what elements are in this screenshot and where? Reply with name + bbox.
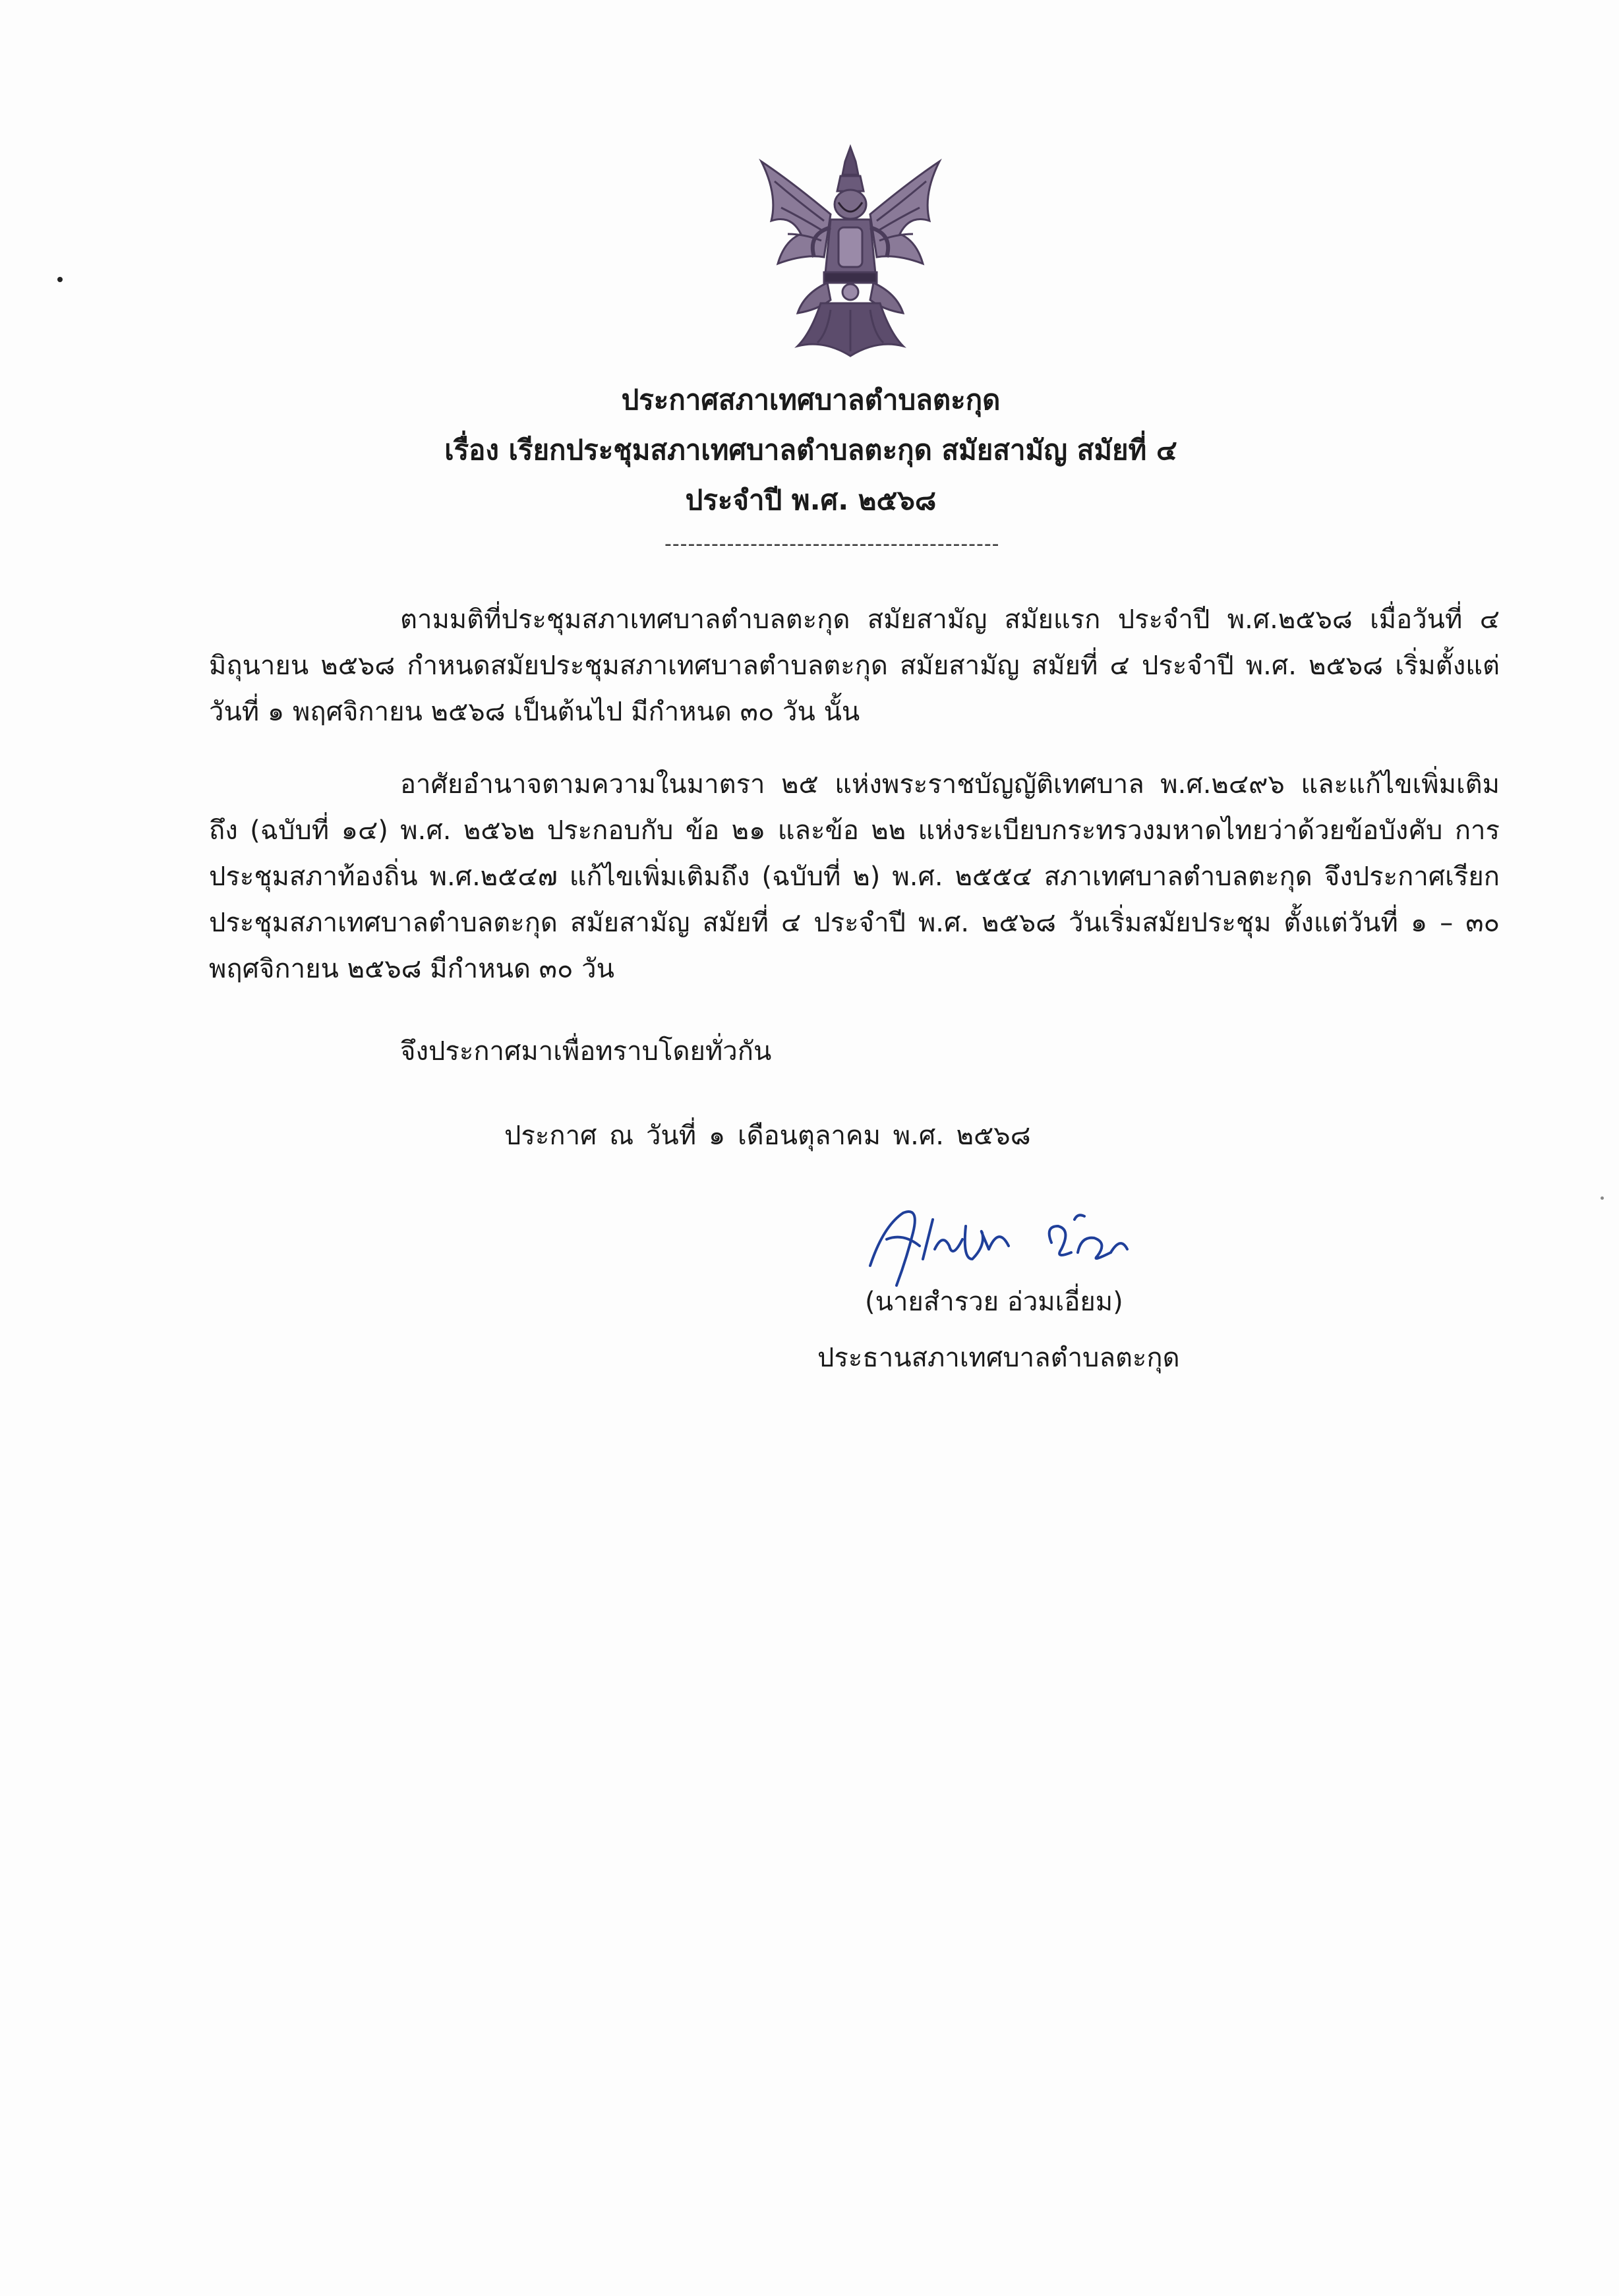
handwritten-signature [857, 1187, 1160, 1292]
signer-position: ประธานสภาเทศบาลตำบลตะกุด [817, 1343, 1180, 1373]
body-paragraph-1: ตามมติที่ประชุมสภาเทศบาลตำบลตะกุด สมัยสามัญ สมัยแรก ประจำปี พ.ศ.๒๕๖๘ เมื่อวันที่ ๔ มิถุนายน ๒๕๖๘ กำหนดสมัยประชุมสภาเทศบาลตำบลตะกุด สมัยสามัญ สมัยที่ ๔ ประจำปี พ.ศ. ๒๕๖๘ เริ่มตั้งแต่ วันที่ ๑ พฤศจิกายน ๒๕๖๘ เป็นต้นไป มีกำหนด ๓๐ วัน นั้น [209, 604, 1500, 727]
body-paragraph-2: อาศัยอำนาจตามความในมาตรา ๒๕ แห่งพระราชบัญญัติเทศบาล พ.ศ.๒๔๙๖ และแก้ไขเพิ่มเติม ถึง (ฉบับที่ ๑๔) พ.ศ. ๒๕๖๒ ประกอบกับ ข้อ ๒๑ และข้อ ๒๒ แห่งระเบียบกระทรวงมหาดไทยว่าด้วยข้อบังคับ การประชุมสภาท้องถิ่น พ.ศ.๒๕๔๗ แก้ไขเพิ่มเติมถึง (ฉบับที่ ๒) พ.ศ. ๒๕๕๔ สภาเทศบาลตำบลตะกุด จึงประกาศเรียกประชุมสภาเทศบาลตำบลตะกุด สมัยสามัญ สมัยที่ ๔ ประจำปี พ.ศ. ๒๕๖๘ วันเริ่มสมัยประชุม ตั้งแต่วันที่ ๑ – ๓๐ พฤศจิกายน ๒๕๖๘ มีกำหนด ๓๐ วัน [209, 769, 1500, 984]
header-divider: ------------------------------------------- [664, 533, 1000, 556]
announcement-year: ประจำปี พ.ศ. ๒๕๖๘ [685, 484, 937, 516]
closing-statement: จึงประกาศมาเพื่อทราบโดยทั่วกัน [400, 1036, 772, 1067]
garuda-emblem-icon [751, 142, 949, 363]
announcement-title: ประกาศสภาเทศบาลตำบลตะกุด [621, 384, 1001, 416]
stray-ink-mark [1601, 1196, 1604, 1200]
stray-ink-dot [57, 277, 63, 282]
signer-name: (นายสำรวย อ่วมเอี่ยม) [865, 1287, 1123, 1317]
announcement-subject: เรื่อง เรียกประชุมสภาเทศบาลตำบลตะกุด สมัยสามัญ สมัยที่ ๔ [444, 434, 1177, 466]
announcement-date: ประกาศ ณ วันที่ ๑ เดือนตุลาคม พ.ศ. ๒๕๖๘ [504, 1121, 1031, 1151]
